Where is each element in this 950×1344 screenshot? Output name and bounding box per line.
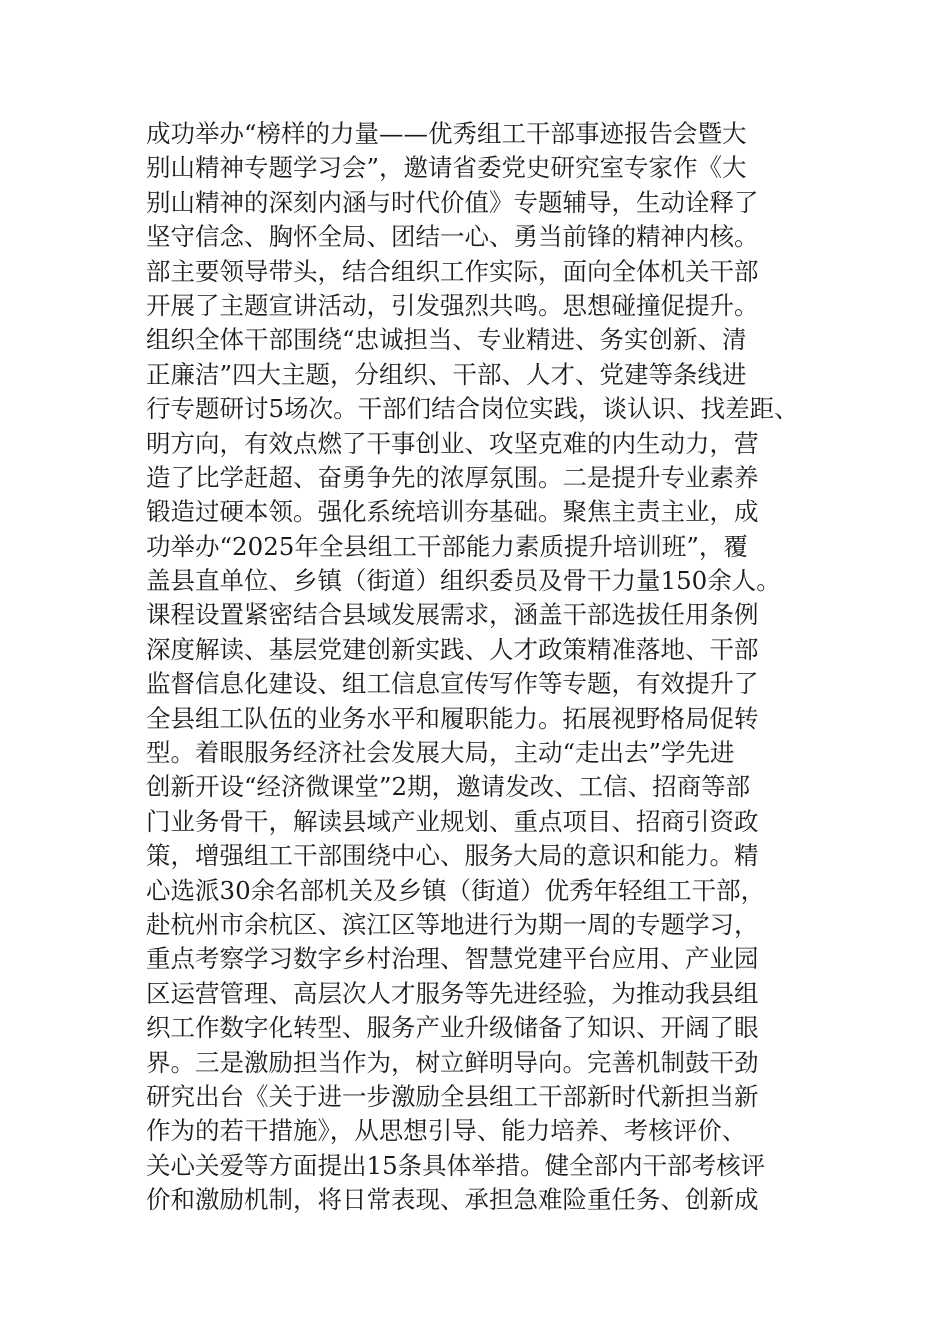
text-line: 行专题研讨5场次。干部们结合岗位实践，谈认识、找差距、 bbox=[146, 394, 799, 424]
text-line: 监督信息化建设、组工信息宣传写作等专题，有效提升了 bbox=[146, 669, 759, 699]
text-line: 深度解读、基层党建创新实践、人才政策精准落地、干部 bbox=[146, 634, 759, 664]
text-line: 坚守信念、胸怀全局、团结一心、勇当前锋的精神内核。 bbox=[146, 222, 759, 252]
text-line: 功举办“2025年全县组工干部能力素质提升培训班”，覆 bbox=[146, 531, 748, 561]
text-line: 开展了主题宣讲活动，引发强烈共鸣。思想碰撞促提升。 bbox=[146, 290, 759, 320]
text-line: 门业务骨干，解读县域产业规划、重点项目、招商引资政 bbox=[146, 806, 759, 836]
text-line: 关心关爱等方面提出15条具体举措。健全部内干部考核评 bbox=[146, 1150, 766, 1180]
text-line: 全县组工队伍的业务水平和履职能力。拓展视野格局促转 bbox=[146, 703, 759, 733]
text-line: 明方向，有效点燃了干事创业、攻坚克难的内生动力，营 bbox=[146, 428, 759, 458]
text-line: 锻造过硬本领。强化系统培训夯基础。聚焦主责主业，成 bbox=[146, 497, 759, 527]
text-line: 区运营管理、高层次人才服务等先进经验，为推动我县组 bbox=[146, 978, 759, 1008]
text-line: 组织全体干部围绕“忠诚担当、专业精进、务实创新、清 bbox=[146, 325, 747, 355]
text-line: 课程设置紧密结合县域发展需求，涵盖干部选拔任用条例 bbox=[146, 600, 759, 630]
text-line: 创新开设“经济微课堂”2期，邀请发改、工信、招商等部 bbox=[146, 772, 751, 802]
text-line: 盖县直单位、乡镇（街道）组织委员及骨干力量150余人。 bbox=[146, 566, 781, 596]
text-line: 界。三是激励担当作为，树立鲜明导向。完善机制鼓干劲 bbox=[146, 1047, 759, 1077]
text-line: 赴杭州市余杭区、滨江区等地进行为期一周的专题学习， bbox=[146, 909, 759, 939]
text-line: 作为的若干措施》，从思想引导、能力培养、考核评价、 bbox=[146, 1116, 747, 1146]
text-line: 重点考察学习数字乡村治理、智慧党建平台应用、产业园 bbox=[146, 944, 759, 974]
text-line: 成功举办“榜样的力量——优秀组工干部事迹报告会暨大 bbox=[146, 119, 747, 148]
text-line: 价和激励机制，将日常表现、承担急难险重任务、创新成 bbox=[146, 1185, 759, 1215]
text-line: 别山精神的深刻内涵与时代价值》专题辅导，生动诠释了 bbox=[146, 187, 759, 217]
text-line: 策，增强组工干部围绕中心、服务大局的意识和能力。精 bbox=[146, 841, 759, 871]
text-line: 型。着眼服务经济社会发展大局，主动“走出去”学先进 bbox=[146, 738, 735, 768]
text-line: 正廉洁”四大主题，分组织、干部、人才、党建等条线进 bbox=[146, 359, 747, 389]
text-line: 别山精神专题学习会”，邀请省委党史研究室专家作《大 bbox=[146, 153, 747, 183]
body-paragraph bbox=[146, 117, 816, 1218]
text-line: 研究出台《关于进一步激励全县组工干部新时代新担当新 bbox=[146, 1081, 759, 1111]
text-line: 部主要领导带头，结合组织工作实际，面向全体机关干部 bbox=[146, 256, 759, 286]
text-line: 心选派30余名部机关及乡镇（街道）优秀年轻组工干部， bbox=[146, 875, 766, 905]
text-line: 织工作数字化转型、服务产业升级储备了知识、开阔了眼 bbox=[146, 1013, 759, 1043]
text-line: 造了比学赶超、奋勇争先的浓厚氛围。二是提升专业素养 bbox=[146, 462, 759, 492]
